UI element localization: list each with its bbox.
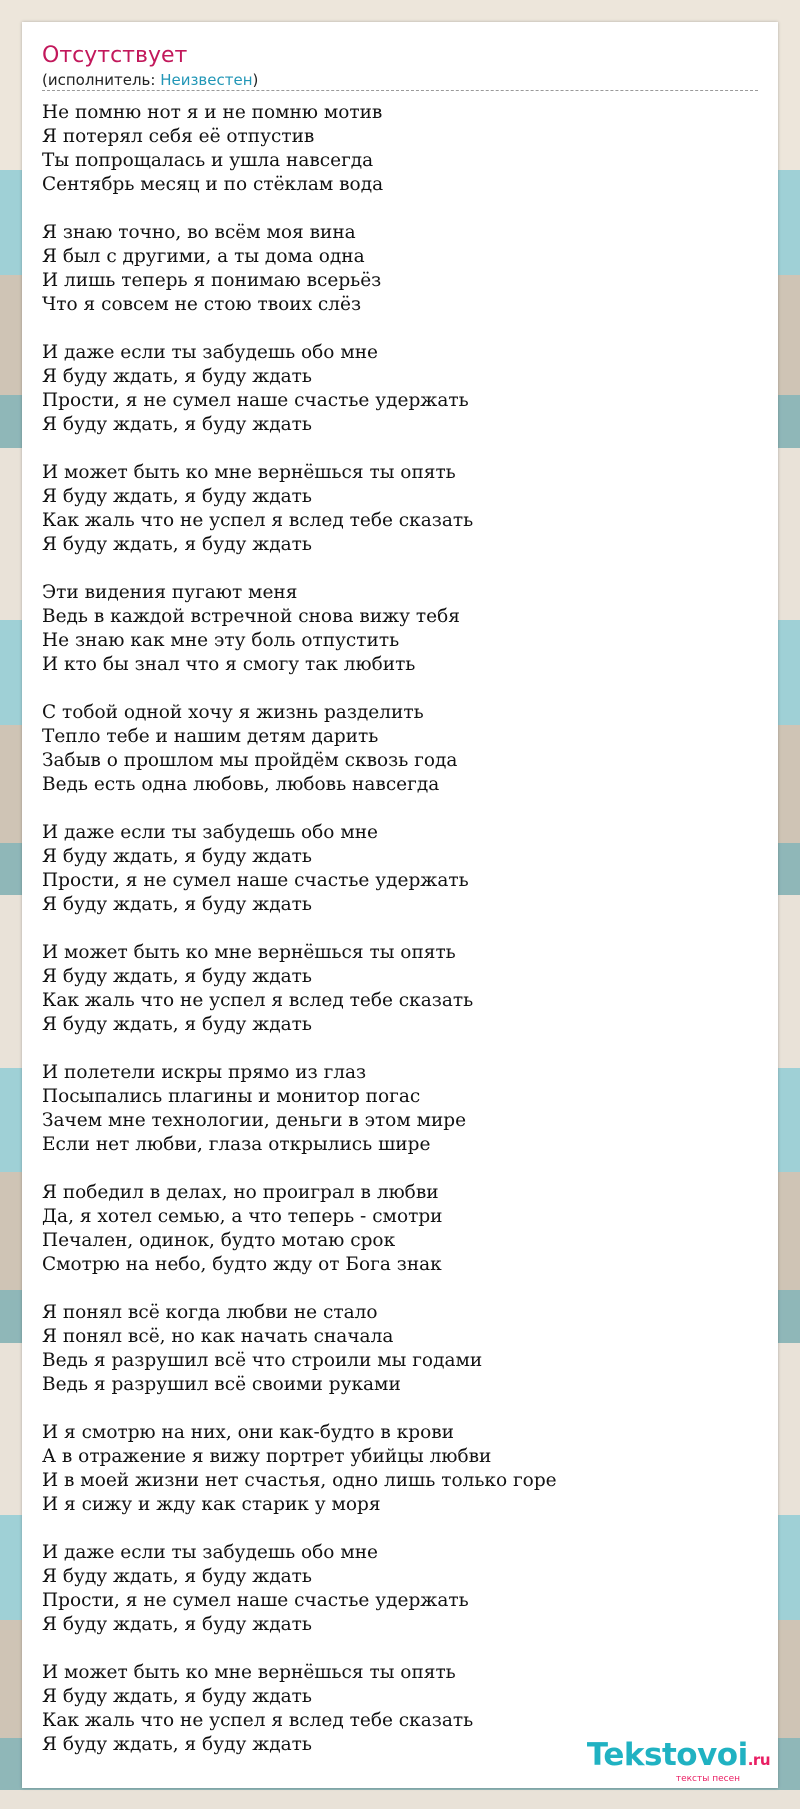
lyric-line: Если нет любви, глаза открылись шире — [42, 1134, 431, 1155]
lyric-line: Прости, я не сумел наше счастье удержать — [42, 390, 469, 411]
lyric-line: И даже если ты забудешь обо мне — [42, 822, 378, 843]
lyric-line: Я буду ждать, я буду ждать — [42, 486, 312, 507]
lyric-line: Я буду ждать, я буду ждать — [42, 1614, 312, 1635]
lyric-line: Что я совсем не стою твоих слёз — [42, 294, 362, 315]
lyric-line: Я буду ждать, я буду ждать — [42, 534, 312, 555]
lyric-line: Забыв о прошлом мы пройдём сквозь года — [42, 750, 458, 771]
lyrics-stanza — [42, 581, 758, 677]
lyrics-stanza — [42, 1181, 758, 1277]
lyric-line: Ведь я разрушил всё своими руками — [42, 1374, 401, 1395]
lyrics-body — [42, 101, 758, 1781]
lyric-line: Печален, одинок, будто мотаю срок — [42, 1230, 396, 1251]
lyric-line: Я знаю точно, во всём моя вина — [42, 222, 356, 243]
lyric-line: Посыпались плагины и монитор погас — [42, 1086, 421, 1107]
lyric-line: Я буду ждать, я буду ждать — [42, 1566, 312, 1587]
lyrics-stanza — [42, 1541, 758, 1637]
lyric-line: Я был с другими, а ты дома одна — [42, 246, 365, 267]
lyric-line: Как жаль что не успел я вслед тебе сказать — [42, 1710, 474, 1731]
lyric-line: Прости, я не сумел наше счастье удержать — [42, 870, 469, 891]
artist-suffix: ) — [252, 71, 259, 89]
lyric-line: А в отражение я вижу портрет убийцы любви — [42, 1446, 492, 1467]
lyric-line: Я понял всё, но как начать сначала — [42, 1326, 394, 1347]
lyric-line: И полетели искры прямо из глаз — [42, 1062, 367, 1083]
lyric-line: Как жаль что не успел я вслед тебе сказать — [42, 510, 474, 531]
lyrics-stanza — [42, 221, 758, 317]
title-divider — [42, 90, 758, 91]
lyric-line: И может быть ко мне вернёшься ты опять — [42, 462, 456, 483]
lyric-line: И может быть ко мне вернёшься ты опять — [42, 942, 456, 963]
lyric-line: Ведь есть одна любовь, любовь навсегда — [42, 774, 440, 795]
lyric-line: Я буду ждать, я буду ждать — [42, 894, 312, 915]
lyric-line: И я смотрю на них, они как-будто в крови — [42, 1422, 454, 1443]
lyric-line: Я понял всё когда любви не стало — [42, 1302, 378, 1323]
lyrics-card — [22, 22, 778, 1788]
lyric-line: Не помню нот я и не помню мотив — [42, 102, 383, 123]
lyric-line: Я потерял себя её отпустив — [42, 126, 315, 147]
lyrics-stanza — [42, 101, 758, 197]
lyrics-stanza — [42, 1421, 758, 1517]
lyric-line: Я буду ждать, я буду ждать — [42, 1014, 312, 1035]
lyric-line: Ведь в каждой встречной снова вижу тебя — [42, 606, 460, 627]
lyric-line: Да, я хотел семью, а что теперь - смотри — [42, 1206, 443, 1227]
lyrics-stanza — [42, 341, 758, 437]
lyrics-stanza — [42, 1301, 758, 1397]
lyric-line: И даже если ты забудешь обо мне — [42, 1542, 378, 1563]
lyric-line: Эти видения пугают меня — [42, 582, 298, 603]
lyric-line: С тобой одной хочу я жизнь разделить — [42, 702, 424, 723]
song-title: Отсутствует — [42, 43, 188, 68]
lyric-line: Смотрю на небо, будто жду от Бога знак — [42, 1254, 442, 1275]
lyrics-stanza — [42, 461, 758, 557]
logo-tagline: тексты песен — [675, 1774, 740, 1784]
lyric-line: Не знаю как мне эту боль отпустить — [42, 630, 400, 651]
logo-tld: .ru — [747, 1751, 770, 1769]
lyric-line: И даже если ты забудешь обо мне — [42, 342, 378, 363]
lyric-line: И может быть ко мне вернёшься ты опять — [42, 1662, 456, 1683]
lyric-line: Я буду ждать, я буду ждать — [42, 1686, 312, 1707]
artist-link[interactable]: Неизвестен — [160, 71, 253, 89]
lyrics-stanza — [42, 941, 758, 1037]
lyric-line: И лишь теперь я понимаю всерьёз — [42, 270, 382, 291]
site-logo[interactable] — [587, 1738, 770, 1784]
lyrics-stanza — [42, 701, 758, 797]
lyric-line: Я буду ждать, я буду ждать — [42, 966, 312, 987]
lyric-line: Я буду ждать, я буду ждать — [42, 366, 312, 387]
artist-line — [42, 71, 258, 89]
lyric-line: Я буду ждать, я буду ждать — [42, 1734, 312, 1755]
lyric-line: Я буду ждать, я буду ждать — [42, 414, 312, 435]
lyrics-stanza — [42, 1061, 758, 1157]
lyric-line: Я буду ждать, я буду ждать — [42, 846, 312, 867]
logo-wordmark — [587, 1738, 770, 1777]
lyric-line: И в моей жизни нет счастья, одно лишь только горе — [42, 1470, 557, 1491]
lyric-line: И кто бы знал что я смогу так любить — [42, 654, 416, 675]
lyric-line: И я сижу и жду как старик у моря — [42, 1494, 381, 1515]
lyric-line: Как жаль что не успел я вслед тебе сказать — [42, 990, 474, 1011]
lyric-line: Ведь я разрушил всё что строили мы годами — [42, 1350, 483, 1371]
lyric-line: Ты попрощалась и ушла навсегда — [42, 150, 374, 171]
lyric-line: Тепло тебе и нашим детям дарить — [42, 726, 379, 747]
lyric-line: Я победил в делах, но проиграл в любви — [42, 1182, 439, 1203]
lyric-line: Сентябрь месяц и по стёклам вода — [42, 174, 384, 195]
artist-prefix: (исполнитель: — [42, 71, 161, 89]
lyric-line: Зачем мне технологии, деньги в этом мире — [42, 1110, 467, 1131]
lyrics-stanza — [42, 821, 758, 917]
logo-main-text: Tekstovoi — [586, 1737, 748, 1773]
lyric-line: Прости, я не сумел наше счастье удержать — [42, 1590, 469, 1611]
